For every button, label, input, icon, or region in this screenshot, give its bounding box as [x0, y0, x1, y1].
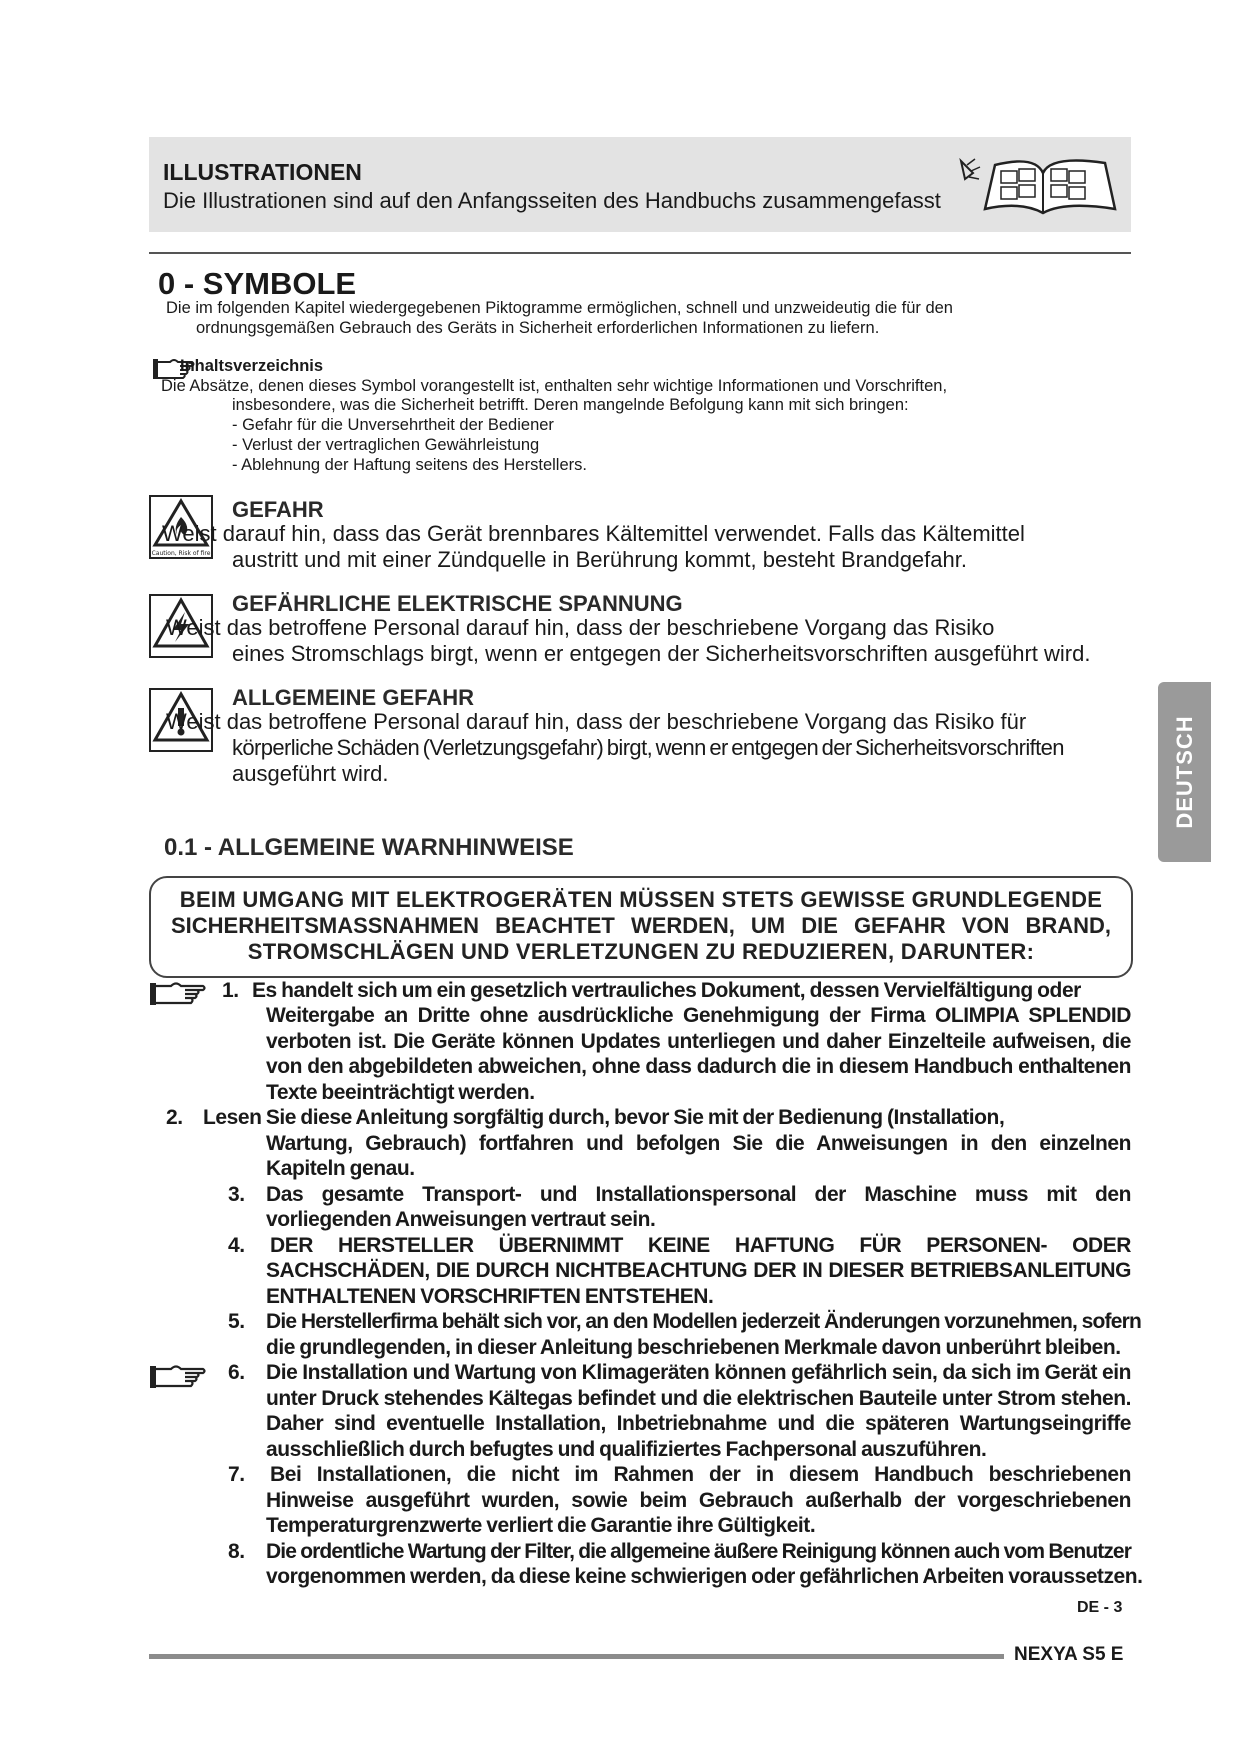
electric-title: GEFÄHRLICHE ELEKTRISCHE SPANNUNG	[232, 591, 683, 616]
item-text-line: Texte beeinträchtigt werden.	[266, 1081, 535, 1104]
illustrations-band	[149, 137, 1131, 232]
item-number: 7.	[228, 1463, 245, 1486]
item-number: 2.	[166, 1106, 183, 1129]
notice-line2: SICHERHEITSMASSNAHMEN BEACHTET WERDEN, UM DIE GEFAHR VON BRAND,	[171, 913, 1111, 938]
language-tab-label: DEUTSCH	[1171, 715, 1197, 829]
list-item: - Verlust der vertraglichen Gewährleistung	[232, 436, 540, 454]
symbols-intro-line2: ordnungsgemäßen Gebrauch des Geräts in Sicherheit erforderlichen Informationen zu liefern.	[196, 319, 880, 337]
item-number: 6.	[228, 1361, 245, 1384]
item-text-line: Temperaturgrenzwerte verliert die Garantie ihre Gültigkeit.	[266, 1514, 816, 1537]
item-text-line: Lesen Sie diese Anleitung sorgfältig durch, bevor Sie mit der Bedienung (Installation,	[203, 1106, 1005, 1129]
item-text-line: Die ordentliche Wartung der Filter, die allgemeine äußere Reinigung können auch vom Benutzer	[266, 1540, 1131, 1563]
danger-text-line1: Weist darauf hin, dass das Gerät brennbares Kältemittel verwendet. Falls das Kältemittel	[162, 521, 1025, 546]
illustrations-subtitle: Die Illustrationen sind auf den Anfangsseiten des Handbuchs zusammengefasst	[163, 188, 941, 213]
item-text-line: Wartung, Gebrauch) fortfahren und befolgen Sie die Anweisungen in den einzelnen	[266, 1132, 1131, 1155]
electric-text-line1: Weist das betroffene Personal darauf hin, dass der beschriebene Vorgang das Risiko	[166, 615, 995, 640]
item-number: 8.	[228, 1540, 245, 1563]
item-text-line: verboten ist. Die Geräte können Updates unterliegen und daher Einzelteile aufweisen, die	[266, 1030, 1131, 1053]
index-consequences-list	[232, 415, 587, 475]
pointing-hand-icon	[149, 1362, 207, 1392]
item-text-line: Die Herstellerfirma behält sich vor, an den Modellen jederzeit Änderungen vorzunehmen, sofern	[266, 1310, 1141, 1333]
notice-line1: BEIM UMGANG MIT ELEKTROGERÄTEN MÜSSEN STETS GEWISSE GRUNDLEGENDE	[179, 887, 1103, 912]
item-text-line: Es handelt sich um ein gesetzlich vertrauliches Dokument, dessen Vervielfältigung oder	[252, 979, 1081, 1002]
list-item: - Gefahr für die Unversehrtheit der Bediener	[232, 416, 554, 434]
index-text-line1: Die Absätze, denen dieses Symbol vorangestellt ist, enthalten sehr wichtige Informationen und Vorschriften,	[161, 377, 948, 395]
electric-text-line2: eines Stromschlags birgt, wenn er entgegen der Sicherheitsvorschriften ausgeführt wird.	[232, 641, 1091, 666]
item-number: 5.	[228, 1310, 245, 1333]
item-number: 1.	[222, 979, 239, 1002]
general-text-line3: ausgeführt wird.	[232, 761, 389, 786]
illustrations-title: ILLUSTRATIONEN	[163, 159, 362, 185]
open-book-icon	[955, 151, 1123, 219]
warnings-heading: 0.1 - ALLGEMEINE WARNHINWEISE	[164, 834, 574, 861]
model-name: NEXYA S5 E	[1014, 1644, 1124, 1665]
item-text-line: vorliegenden Anweisungen vertraut sein.	[266, 1208, 656, 1231]
index-title: Inhaltsverzeichnis	[180, 357, 324, 375]
item-text-line: Daher sind eventuelle Installation, Inbetriebnahme und die späteren Wartungseingriffe	[266, 1412, 1131, 1435]
index-text-line2: insbesondere, was die Sicherheit betrifft. Deren mangelnde Befolgung kann mit sich bringen:	[232, 396, 909, 414]
top-divider	[149, 252, 1131, 254]
item-text-line: von den abgebildeten abweichen, ohne dass dadurch die in diesem Handbuch enthaltenen	[266, 1055, 1131, 1078]
list-item: - Ablehnung der Haftung seitens des Herstellers.	[232, 456, 587, 474]
bottom-divider	[149, 1654, 1004, 1659]
item-text-line: Bei Installationen, die nicht im Rahmen der in diesem Handbuch beschriebenen	[270, 1463, 1131, 1486]
item-text-line: Kapiteln genau.	[266, 1157, 415, 1180]
item-text-line: ausschließlich durch befugtes und qualifiziertes Fachpersonal auszuführen.	[266, 1438, 987, 1461]
general-title: ALLGEMEINE GEFAHR	[232, 685, 475, 710]
general-text-line1: Weist das betroffene Personal darauf hin, dass der beschriebene Vorgang das Risiko für	[166, 709, 1027, 734]
general-text-line2: körperliche Schäden (Verletzungsgefahr) birgt, wenn er entgegen der Sicherheitsvorschriften	[232, 735, 1064, 760]
danger-title: GEFAHR	[232, 497, 324, 522]
item-text-line: DER HERSTELLER ÜBERNIMMT KEINE HAFTUNG FÜR PERSONEN- ODER	[270, 1234, 1131, 1257]
pointing-hand-icon	[149, 979, 207, 1009]
fire-icon-caption: Caution, Risk of fire	[151, 550, 211, 557]
notice-line3: STROMSCHLÄGEN UND VERLETZUNGEN ZU REDUZIEREN, DARUNTER:	[247, 939, 1035, 964]
item-text-line: SACHSCHÄDEN, DIE DURCH NICHTBEACHTUNG DER IN DIESER BETRIEBSANLEITUNG	[266, 1259, 1131, 1282]
item-text-line: Die Installation und Wartung von Klimageräten können gefährlich sein, da sich im Gerät ein	[266, 1361, 1131, 1384]
language-tab	[1158, 682, 1211, 862]
item-text-line: Das gesamte Transport- und Installationspersonal der Maschine muss mit den	[266, 1183, 1131, 1206]
item-text-line: Hinweise ausgeführt wurden, sowie beim Gebrauch außerhalb der vorgeschriebenen	[266, 1489, 1131, 1512]
symbols-intro-line1: Die im folgenden Kapitel wiedergegebenen Piktogramme ermöglichen, schnell und unzweideutig die für den	[166, 299, 953, 317]
item-text-line: ENTHALTENEN VORSCHRIFTEN ENTSTEHEN.	[266, 1285, 714, 1308]
item-text-line: Weitergabe an Dritte ohne ausdrückliche Genehmigung der Firma OLIMPIA SPLENDID	[266, 1004, 1131, 1027]
warnings-notice-box	[149, 876, 1133, 978]
item-text-line: vorgenommen werden, da diese keine schwierigen oder gefährlichen Arbeiten voraussetzen.	[266, 1565, 1143, 1588]
page-number: DE - 3	[1077, 1599, 1123, 1616]
danger-text-line2: austritt und mit einer Zündquelle in Berührung kommt, besteht Brandgefahr.	[232, 547, 967, 572]
item-text-line: unter Druck stehendes Kältegas befindet und die elektrischen Bauteile unter Strom stehen.	[266, 1387, 1131, 1410]
item-number: 4.	[228, 1234, 245, 1257]
item-text-line: die grundlegenden, in dieser Anleitung beschriebenen Merkmale davon unberührt bleiben.	[266, 1336, 1121, 1359]
item-number: 3.	[228, 1183, 245, 1206]
symbols-heading: 0 - SYMBOLE	[158, 266, 357, 301]
